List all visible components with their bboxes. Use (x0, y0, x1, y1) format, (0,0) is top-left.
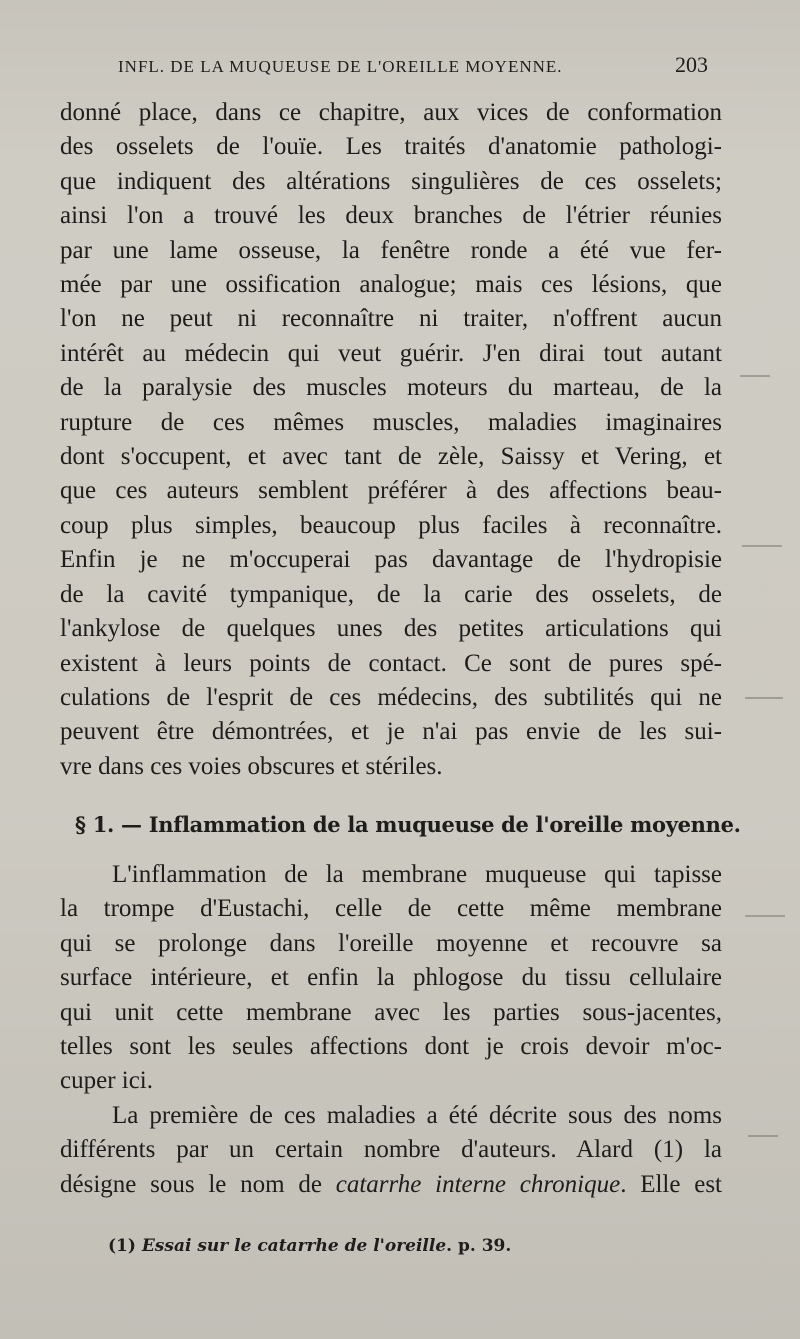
text-line: coup plus simples, beaucoup plus faciles à reconnaître. (60, 511, 722, 539)
text-line: que ces auteurs semblent préférer à des affections beau- (60, 477, 722, 505)
text-line: par une lame osseuse, la fenêtre ronde a été vue fer- (60, 236, 722, 264)
text-line: peuvent être démontrées, et je n'ai pas envie de les sui- (60, 718, 722, 746)
text-line: que indiquent des altérations singulières de ces osselets; (60, 167, 722, 195)
text-line: surface intérieure, et enfin la phlogose du tissu cellulaire (60, 964, 722, 992)
text-line: intérêt au médecin qui veut guérir. J'en dirai tout autant (60, 339, 722, 367)
paragraph-1 (60, 96, 722, 784)
text-line: ainsi l'on a trouvé les deux branches de l'étrier réunies (60, 202, 722, 230)
text-line: vre dans ces voies obscures et stériles. (60, 752, 443, 780)
margin-mark (745, 915, 785, 917)
text-line: Enfin je ne m'occuperai pas davantage de l'hydropisie (60, 546, 722, 574)
text-line: différents par un certain nombre d'auteurs. Alard (1) la (60, 1136, 722, 1164)
text-line: cuper ici. (60, 1067, 154, 1095)
margin-mark (740, 375, 770, 377)
text-segment: désigne sous le nom de (60, 1170, 336, 1198)
running-title: INFL. DE LA MUQUEUSE DE L'OREILLE MOYENNE. (118, 57, 563, 76)
text-line: l'on ne peut ni reconnaître ni traiter, n'offrent aucun (60, 305, 722, 333)
text-line: mée par une ossification analogue; mais ces lésions, que (60, 271, 722, 299)
paragraph-2 (60, 858, 722, 1202)
page-number: 203 (675, 52, 708, 77)
footnote-title: Essai sur le catarrhe de l'oreille (141, 1236, 447, 1256)
italic-term: catarrhe interne chronique (335, 1170, 621, 1198)
section-heading: § 1. — Inflammation de la muqueuse de l'oreille moyenne. (75, 812, 741, 837)
text-segment: . Elle est (620, 1170, 722, 1198)
margin-mark (745, 697, 783, 699)
text-line: qui se prolonge dans l'oreille moyenne et recouvre sa (60, 929, 722, 957)
footnote (108, 1236, 511, 1256)
text-line: dont s'occupent, et avec tant de zèle, Saissy et Vering, et (60, 443, 722, 471)
text-line: la trompe d'Eustachi, celle de cette même membrane (60, 895, 722, 923)
text-line: telles sont les seules affections dont je crois devoir m'oc- (60, 1033, 722, 1061)
text-line: donné place, dans ce chapitre, aux vices de conformation (60, 99, 722, 126)
text-line: de la cavité tympanique, de la carie des osselets, de (60, 580, 722, 608)
text-line: l'ankylose de quelques unes des petites articulations qui (60, 615, 722, 643)
text-line: qui unit cette membrane avec les parties sous-jacentes, (60, 998, 722, 1026)
margin-mark (748, 1135, 778, 1137)
footnote-marker: (1) (108, 1236, 142, 1256)
margin-mark (742, 545, 782, 547)
text-line: des osselets de l'ouïe. Les traités d'anatomie pathologi- (60, 133, 722, 161)
running-header (118, 52, 708, 78)
text-line: La première de ces maladies a été décrite sous des noms (112, 1101, 722, 1129)
text-line: rupture de ces mêmes muscles, maladies imaginaires (60, 408, 722, 436)
text-line: de la paralysie des muscles moteurs du marteau, de la (60, 374, 722, 402)
text-line: culations de l'esprit de ces médecins, des subtilités qui ne (60, 683, 722, 711)
text-line: existent à leurs points de contact. Ce sont de pures spé- (60, 649, 722, 677)
footnote-ref: . p. 39. (446, 1236, 512, 1256)
text-line-with-italic (60, 1168, 722, 1202)
text-line: L'inflammation de la membrane muqueuse qui tapisse (112, 861, 722, 888)
